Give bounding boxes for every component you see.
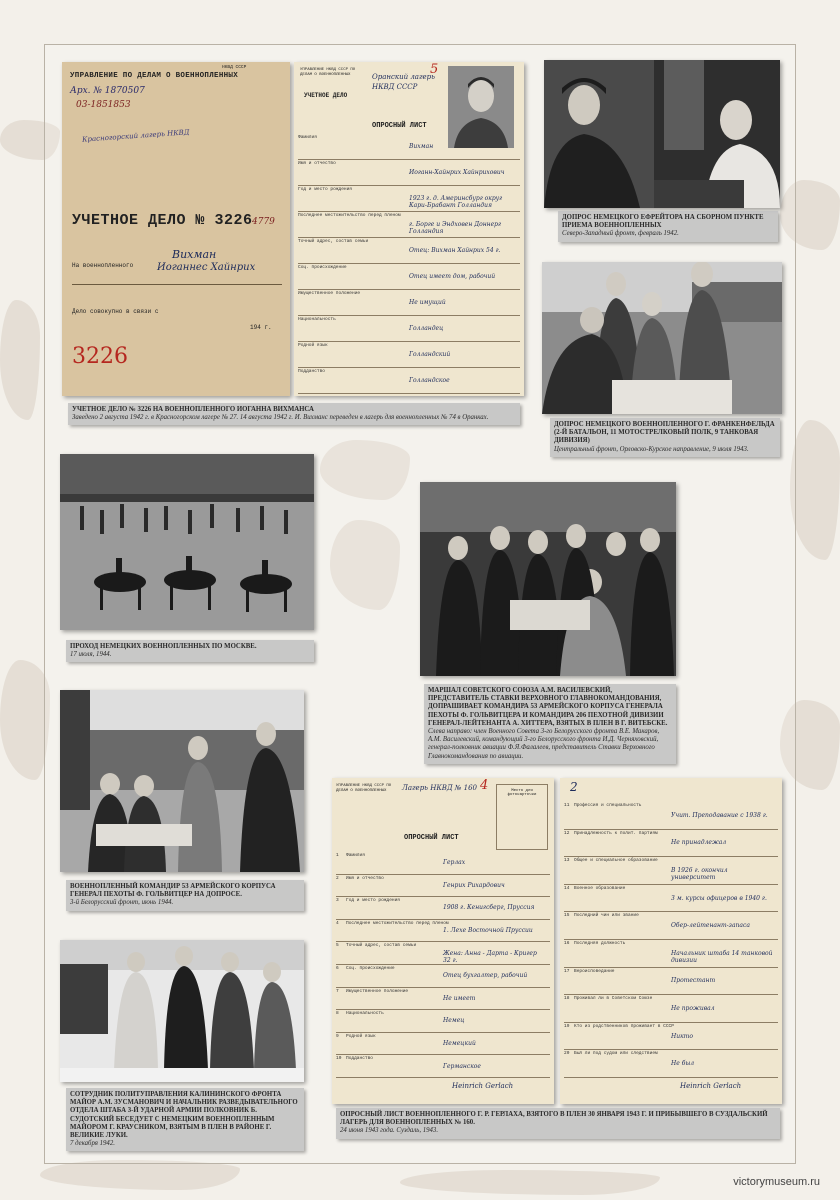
archive-number-2: 03-1851853: [76, 100, 131, 110]
row-label: Фамилия: [346, 853, 365, 858]
questionnaire-row: [336, 988, 550, 1011]
row-value: 3 м. курсы офицеров в 1940 г.: [671, 894, 767, 902]
caption-title: СОТРУДНИК ПОЛИТУПРАВЛЕНИЯ КАЛИНИНСКОГО ФРОНТА МАЙОР А.М. ЗУСМАНОВИЧ И НАЧАЛЬНИК РАЗВЕДЫВАТЕЛЬНОГО ОТДЕЛА ШТАБА 3-Й УДАРНОЙ АРМИИ ПОЛКОВНИК Б. СУДОТСКИЙ БЕСЕДУЕТ С НЕМЕЦКИМ ВОЕННОПЛЕННЫМ МАЙОРОМ Г. КРАУСНИКОМ, ВЗЯТЫМ В ПЛЕН В РАЙОНЕ Г. ВЕЛИКИЕ ЛУКИ.: [70, 1091, 298, 1140]
caption-title: ВОЕННОПЛЕННЫЙ КОМАНДИР 53 АРМЕЙСКОГО КОРПУСА ГЕНЕРАЛ ПЕХОТЫ Ф. ГОЛЬВИТЦЕР НА ДОПРОСЕ.: [70, 883, 276, 899]
row-number: 9: [336, 1033, 339, 1039]
row-value: Не был: [671, 1060, 695, 1068]
questionnaire-row: [564, 857, 778, 885]
row-number: 4: [336, 920, 339, 926]
questionnaire-row: [336, 1055, 550, 1078]
row-value: Вихман: [409, 143, 434, 150]
caption-title: МАРШАЛ СОВЕТСКОГО СОЮЗА А.М. ВАСИЛЕВСКИЙ, ПРЕДСТАВИТЕЛЬ СТАВКИ ВЕРХОВНОГО ГЛАВНОКОМАНДОВАНИЯ, ДОПРАШИВАЕТ КОМАНДИРА 53 АРМЕЙСКОГО КОРПУСА ГЕНЕРАЛА ПЕХОТЫ Ф. ГОЛЬВИТЦЕРА И КОМАНДИРА 206 ПЕХОТНОЙ ДИВИЗИИ ГЕНЕРАЛ-ЛЕЙТЕНАНТА А. ХИТТЕРА, ВЗЯТЫХ В ПЛЕН В Г. ВИТЕБСКЕ.: [428, 687, 668, 727]
row-number: 14: [564, 885, 570, 891]
row-value: Германское: [443, 1062, 481, 1070]
questionnaire-gerlach-p1: [332, 778, 554, 1104]
questionnaire-row: [336, 920, 550, 943]
questionnaire-row: [564, 1023, 778, 1051]
row-value: Жена: Анна - Дарта - Кригер 32 г.: [443, 949, 537, 964]
questionnaire-row: [336, 942, 550, 965]
questionnaire-row: [298, 186, 520, 212]
row-label: Последний чин или звание: [574, 913, 639, 919]
doc2-header: УПРАВЛЕНИЕ НКВД СССР ПО ДЕЛАМ О ВОЕННОПЛЕННЫХ: [300, 68, 356, 77]
row-value: Голландец: [409, 325, 444, 332]
photo-vasilevsky-interrogation: [420, 482, 676, 676]
caption-title: ОПРОСНЫЙ ЛИСТ ВОЕННОПЛЕННОГО Г. Р. ГЕРЛАХА, ВЗЯТОГО В ПЛЕН 30 ЯНВАРЯ 1943 Г. И ПРИБЫВШЕГО В СУЗДАЛЬСКИЙ ЛАГЕРЬ ДЛЯ ВОЕННОПЛЕННЫХ № 160.: [340, 1111, 768, 1127]
caption-title: ПРОХОД НЕМЕЦКИХ ВОЕННОПЛЕННЫХ ПО МОСКВЕ.: [70, 643, 257, 650]
signature: Heinrich Gerlach: [452, 1082, 514, 1090]
caption-moscow: [66, 640, 314, 662]
row-label: Имущественное положение: [298, 291, 361, 296]
questionnaire-row: [564, 940, 778, 968]
row-label: Профессия и специальность: [574, 803, 642, 808]
photo-interrogation-corporal: [544, 60, 780, 208]
row-value: Обер-лейтенант-запаса: [671, 922, 750, 930]
questionnaire-row: [336, 897, 550, 920]
row-value: Никто: [671, 1032, 693, 1040]
row-value: Не имеет: [443, 994, 476, 1002]
questionnaire-rows: [294, 134, 524, 394]
row-number: 17: [564, 968, 570, 974]
questionnaire-row: [298, 264, 520, 290]
row-value: Не проживал: [671, 1004, 715, 1012]
row-value: Герлах: [443, 859, 466, 867]
caption-title: ДОПРОС НЕМЕЦКОГО ВОЕННОПЛЕННОГО Г. ФРАНКЕНФЕЛЬДА (2-Й БАТАЛЬОН, 11 МОТОСТРЕЛКОВЫЙ ПОЛК, 9 ТАНКОВАЯ ДИВИЗИЯ): [554, 421, 775, 445]
site-url[interactable]: victorymuseum.ru: [733, 1176, 820, 1188]
photo-gollwitzer: [60, 690, 304, 872]
camp-handwritten: Оранский лагерь НКВД СССР: [372, 73, 435, 91]
linked-file-label: Дело совокупно в связи с: [72, 308, 159, 315]
questionnaire-row: [298, 212, 520, 238]
row-value: В 1926 г. окончил университет: [671, 866, 728, 881]
row-value: Не принадлежал: [671, 839, 727, 847]
questionnaire-rows: [560, 802, 782, 1078]
caption-text: Слева направо: член Военного Совета 3-го Белорусского фронта В.Е. Макаров, А.М. Василевский, командующий 3-го Белорусского фронта И.Д. Черняховский, генерал-полковник авиации Ф.Я.Фалалеев, представитель Ставки Верховного Главнокомандования по авиации.: [428, 728, 660, 760]
doc4-number: 2: [570, 780, 578, 794]
row-label: Точный адрес, состав семьи: [346, 943, 417, 949]
row-label: Точный адрес, состав семьи: [298, 239, 369, 244]
row-number: 20: [564, 1051, 570, 1057]
row-label: Подданство: [298, 369, 326, 374]
caption-text: 7 декабря 1942.: [70, 1140, 115, 1148]
row-value: Отец бухгалтер, рабочий: [443, 972, 528, 980]
sheet-number: 5: [430, 62, 439, 77]
row-label: Национальность: [298, 317, 336, 322]
doc3-header: УПРАВЛЕНИЕ НКВД СССР ПО ДЕЛАМ О ВОЕННОПЛЕННЫХ: [336, 784, 392, 793]
row-value: Начальник штаба 14 танковой дивизии: [671, 949, 773, 964]
caption-frankenfeld: [550, 418, 780, 457]
caption-text: 24 июня 1943 года. Суздаль, 1943.: [340, 1127, 439, 1135]
row-label: Подданство: [346, 1056, 374, 1062]
row-value: Иоганн-Хайнрих Хайнрихович: [409, 169, 505, 176]
row-number: 11: [564, 803, 570, 808]
row-label: Общее и специальное образование: [574, 858, 658, 864]
caption-text: 17 июля, 1944.: [70, 651, 112, 659]
row-value: Голландское: [409, 377, 450, 384]
questionnaire-row: [336, 852, 550, 875]
questionnaire-row: [298, 238, 520, 264]
caption-file-3226: [68, 403, 520, 425]
questionnaire-row: [564, 912, 778, 940]
row-number: 5: [336, 943, 339, 949]
file-title: УЧЕТНОЕ ДЕЛО № 3226: [72, 212, 253, 229]
caption-gerlach: [336, 1108, 780, 1139]
row-value: 1. Лехе Восточной Пруссии: [443, 927, 533, 935]
row-number: 6: [336, 966, 339, 971]
questionnaire-row: [564, 1050, 778, 1078]
row-value: Немецкий: [443, 1040, 476, 1048]
registration-file-cover: [62, 62, 290, 396]
questionnaire-gerlach-p2: [560, 778, 782, 1104]
row-value: Голландский: [409, 351, 451, 358]
file-title-alt: 4779: [252, 217, 275, 227]
row-label: Год и место рождения: [298, 187, 353, 192]
given-name: Иоганнес Хайнрих: [157, 262, 256, 273]
row-number: 12: [564, 830, 570, 836]
row-label: Имя и отчество: [346, 875, 384, 881]
row-label: Национальность: [346, 1011, 384, 1017]
doc2-subtitle: УЧЕТНОЕ ДЕЛО: [304, 92, 348, 99]
divider: [72, 284, 282, 285]
ministry-label: НКВД СССР: [222, 65, 247, 70]
row-value: 1908 г. Кенигсберг, Пруссия: [443, 904, 535, 912]
row-label: Принадлежность к полит. партиям: [574, 830, 658, 836]
questionnaire-row: [564, 885, 778, 913]
row-number: 2: [336, 875, 339, 881]
row-label: Вероисповедание: [574, 968, 615, 974]
questionnaire-row: [298, 368, 520, 394]
row-label: Последнее местожительство перед пленом: [298, 213, 401, 218]
row-value: Не имущий: [409, 299, 446, 306]
caption-gollwitzer: [66, 880, 304, 911]
questionnaire-rows: [332, 852, 554, 1078]
questionnaire-row: [298, 342, 520, 368]
doc1-header: УПРАВЛЕНИЕ ПО ДЕЛАМ О ВОЕННОПЛЕННЫХ: [70, 72, 239, 80]
row-number: 15: [564, 913, 570, 919]
caption-text: Заведено 2 августа 1942 г. в Красногорском лагере № 27. 14 августа 1942 г. И. Вихманс переведен в лагерь для военнопленных № 74 в Оранках.: [72, 414, 489, 422]
doc3-form-title: ОПРОСНЫЙ ЛИСТ: [404, 834, 459, 842]
caption-corporal: [558, 211, 778, 242]
row-label: Имущественное положение: [346, 988, 409, 994]
questionnaire-row: [564, 830, 778, 858]
questionnaire-row: [298, 316, 520, 342]
questionnaire-row: [564, 995, 778, 1023]
row-value: 1923 г. д. Америнсбург округ Кари-Брабант Голландия: [409, 195, 503, 209]
row-value: Отец имеет дом, рабочий: [409, 273, 496, 280]
row-label: Кто из родственников проживает в СССР: [574, 1023, 674, 1029]
row-number: 3: [336, 898, 339, 904]
row-label: Последняя должность: [574, 941, 626, 946]
row-label: Проживал ли в Советском Союзе: [574, 996, 653, 1002]
row-label: Военное образование: [574, 885, 626, 891]
row-number: 18: [564, 996, 570, 1002]
camp-stamp: Красногорский лагерь НКВД: [81, 128, 190, 144]
row-label: Год и место рождения: [346, 898, 401, 904]
questionnaire-row: [336, 1010, 550, 1033]
questionnaire-row: [298, 290, 520, 316]
row-value: Отец: Вихман Хайнрих 54 г.: [409, 247, 501, 254]
surname: Вихман: [172, 248, 217, 261]
questionnaire-row: [336, 875, 550, 898]
form-title: ОПРОСНЫЙ ЛИСТ: [372, 122, 427, 130]
archive-number: Арх. № 1870507: [70, 86, 145, 96]
signature: Heinrich Gerlach: [680, 1082, 742, 1090]
row-label: Имя и отчество: [298, 161, 336, 166]
photo-moscow-march: [60, 454, 314, 630]
row-number: 13: [564, 858, 570, 864]
photo-placeholder: [496, 784, 548, 850]
caption-vasilevsky: [424, 684, 676, 764]
pow-label: На военнопленного: [72, 262, 134, 269]
caption-title: ДОПРОС НЕМЕЦКОГО ЕФРЕЙТОРА НА СБОРНОМ ПУНКТЕ ПРИЕМА ВОЕННОПЛЕННЫХ: [562, 214, 764, 230]
row-label: Был ли под судом или следствием: [574, 1051, 658, 1057]
photo-interrogation-frankenfeld: [542, 262, 782, 414]
caption-krausnik: [66, 1088, 304, 1151]
row-label: Родной язык: [298, 343, 328, 348]
row-number: 19: [564, 1023, 570, 1029]
caption-text: 3-й Белорусский фронт, июнь 1944.: [70, 899, 174, 907]
row-value: Протестант: [671, 977, 716, 985]
row-label: Последнее местожительство перед пленом: [346, 920, 449, 926]
questionnaire-wichmans: [294, 62, 524, 396]
row-label: Соц. происхождение: [298, 265, 347, 270]
doc3-camp: Лагерь НКВД № 160: [402, 784, 478, 792]
caption-title: УЧЕТНОЕ ДЕЛО № 3226 НА ВОЕННОПЛЕННОГО ИОГАННА ВИХМАНСА: [72, 406, 314, 413]
row-number: 8: [336, 1011, 339, 1017]
questionnaire-row: [298, 134, 520, 160]
row-label: Родной язык: [346, 1033, 376, 1039]
year-label: 194 г.: [250, 324, 272, 331]
questionnaire-row: [564, 802, 778, 830]
questionnaire-row: [564, 968, 778, 996]
doc3-number: 4: [480, 778, 489, 793]
row-label: Фамилия: [298, 135, 317, 140]
row-number: 10: [336, 1056, 342, 1062]
questionnaire-row: [298, 160, 520, 186]
row-value: Немец: [443, 1017, 465, 1025]
questionnaire-row: [336, 965, 550, 988]
row-number: 7: [336, 988, 339, 994]
questionnaire-row: [336, 1033, 550, 1056]
caption-text: Северо-Западный фронт, февраль 1942.: [562, 230, 679, 238]
row-number: 16: [564, 941, 570, 946]
row-label: Соц. происхождение: [346, 966, 395, 971]
red-file-number: 3226: [72, 344, 128, 369]
row-number: 1: [336, 853, 339, 858]
photo-krausnik: [60, 940, 304, 1082]
row-value: г. Борге и Эндховен Доннерг Голландия: [409, 221, 502, 235]
row-value: Генрих Рихардович: [443, 881, 505, 889]
caption-text: Центральный фронт, Орловско-Курское направление, 9 июля 1943.: [554, 445, 749, 453]
photo-placeholder-label: Место для фотокарточки: [507, 789, 537, 797]
row-value: Учит. Преподавание с 1938 г.: [671, 811, 768, 819]
